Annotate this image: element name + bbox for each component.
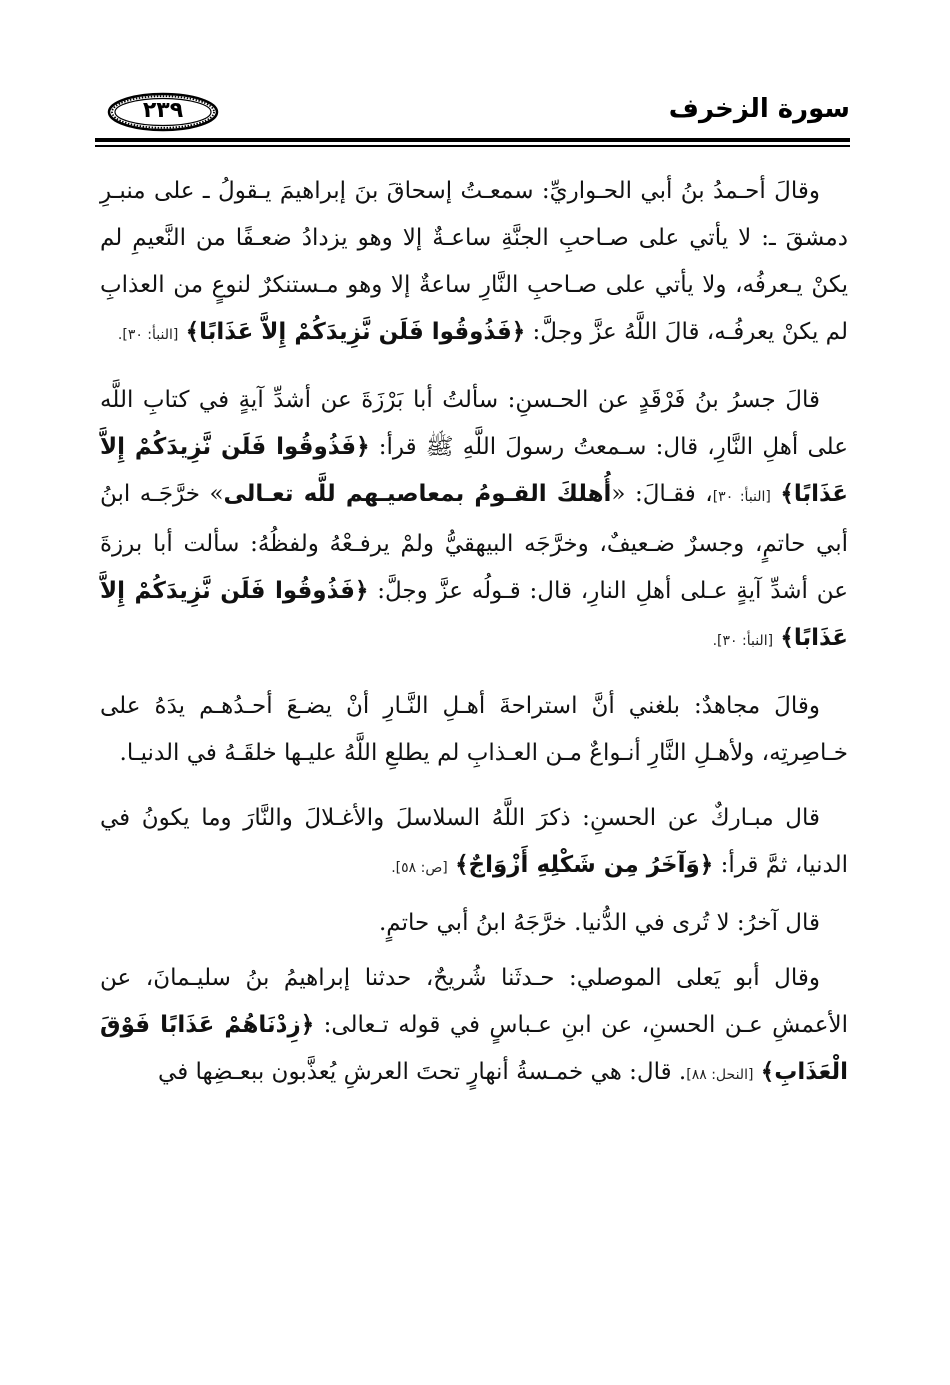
paragraph-5 xyxy=(100,900,848,947)
paragraph-text: ، فقـالَ: « xyxy=(611,481,713,507)
quran-verse: ﴿فَذُوقُوا فَلَن نَّزِيدَكُمْ إِلاَّ عَذَابًا﴾ xyxy=(100,434,849,507)
verse-reference: [النبأ: ٣٠]. xyxy=(117,327,179,343)
verse-reference: [النبأ: ٣٠]. xyxy=(712,633,774,649)
paragraph-text: قالَ جسرُ بنُ فَرْقَدٍ عن الحـسنِ: سألتُ أبا بَرْزَةَ عن أشدِّ آيةٍ في كتابِ اللَّه على أهلِ النَّارِ، قال: سـمعتُ رسولَ اللَّهِ ﷺ قرأ: xyxy=(100,387,848,460)
paragraph-1 xyxy=(100,168,848,359)
verse-reference: [النحل: ٨٨] xyxy=(686,1067,754,1083)
page-body xyxy=(100,168,848,1348)
surah-title: سورة الزخرف xyxy=(668,94,850,124)
paragraph-6 xyxy=(100,955,848,1099)
verse-reference: [النبأ: ٣٠] xyxy=(712,489,771,505)
paragraph-4 xyxy=(100,795,848,892)
quran-verse: ﴿وَآخَرُ مِن شَكْلِهِ أَزْوَاجٌ﴾ xyxy=(455,852,714,878)
paragraph-text: وقالَ أحـمدُ بنُ أبي الحـواريِّ: سمعـتُ إسحاقَ بنَ إبراهيمَ يـقولُ ـ على منبـرِ دمشقَ ـ: لا يأتي على صـاحبِ الجنَّةِ ساعـةٌ إلا وهو يزدادُ ضعـفًا من النَّعيمِ لم يكنْ يـعرفُه، ولا يأتي على صـاحبِ النَّارِ ساعةٌ إلا وهو مـستنكرٌ لنوعٍ من العذابِ لم يكنْ يعرفُـه، قالَ اللَّهُ عزَّ وجلَّ: xyxy=(100,178,848,345)
header-rule-thick xyxy=(95,138,850,142)
page-number: ٢٣٩ xyxy=(142,98,184,123)
quran-verse: ﴿زِدْنَاهُمْ عَذَابًا فَوْقَ الْعَذَابِ﴾ xyxy=(100,1012,848,1085)
page-number-badge xyxy=(107,92,219,132)
quran-verse: ﴿فَذُوقُوا فَلَن نَّزِيدَكُمْ إِلاَّ عَذَابًا﴾ xyxy=(185,319,526,345)
paragraph-text: . قال: هي خمـسةُ أنهارٍ تحتَ العرشِ يُعذَّبون ببعـضِها في xyxy=(158,1059,687,1085)
hadith-text: أُهلكَ القـومُ بمعاصيـهم للَّه تعـالى xyxy=(223,481,612,507)
paragraph-3 xyxy=(100,683,848,777)
quran-verse: ﴿فَذُوقُوا فَلَن نَّزِيدَكُمْ إِلاَّ عَذَابًا﴾ xyxy=(100,578,848,651)
paragraph-text: وقال أبو يَعلى الموصلي: حـدثَنا شُريحٌ، حدثنا إبراهيمُ بنُ سليـمانَ، عن الأعمشِ عـن الحسنِ، عن ابنِ عـباسٍ في قوله تـعالى: xyxy=(100,965,848,1038)
paragraph-text: قال آخرُ: لا تُرى في الدُّنيا. خرَّجَهُ ابنُ أبي حاتمٍ. xyxy=(378,910,820,936)
page-header xyxy=(95,92,850,140)
paragraph-2 xyxy=(100,377,848,665)
verse-reference: [ص: ٥٨]. xyxy=(391,860,448,876)
paragraph-text: » خرَّجَـه ابنُ أبي حاتمٍ، وجسرٌ ضـعيفٌ، وخرَّجَه البيهقيُّ ولمْ يرفـعْهُ ولفظُهُ: سألت أبا برزةَ عن أشدِّ آيةٍ عـلى أهلِ النارِ، قال: قـولُه عزَّ وجلَّ: xyxy=(100,481,848,604)
header-rule-thin xyxy=(95,145,850,147)
paragraph-text: قال مبـاركٌ عن الحسنِ: ذكرَ اللَّهُ السلاسلَ والأغـلالَ والنَّارَ وما يكونُ في الدنيا، ثمَّ قرأ: xyxy=(100,805,848,878)
paragraph-text: وقالَ مجاهدٌ: بلغني أنَّ استراحةَ أهـلِ النَّـارِ أنْ يضـعَ أحـدُهـم يدَهُ على خـاصِرتِه، ولأهـلِ النَّارِ أنـواعٌ مـن العـذابِ لم يطلعِ اللَّهُ عليـها خلقَـهُ في الدنيـا. xyxy=(100,693,848,766)
